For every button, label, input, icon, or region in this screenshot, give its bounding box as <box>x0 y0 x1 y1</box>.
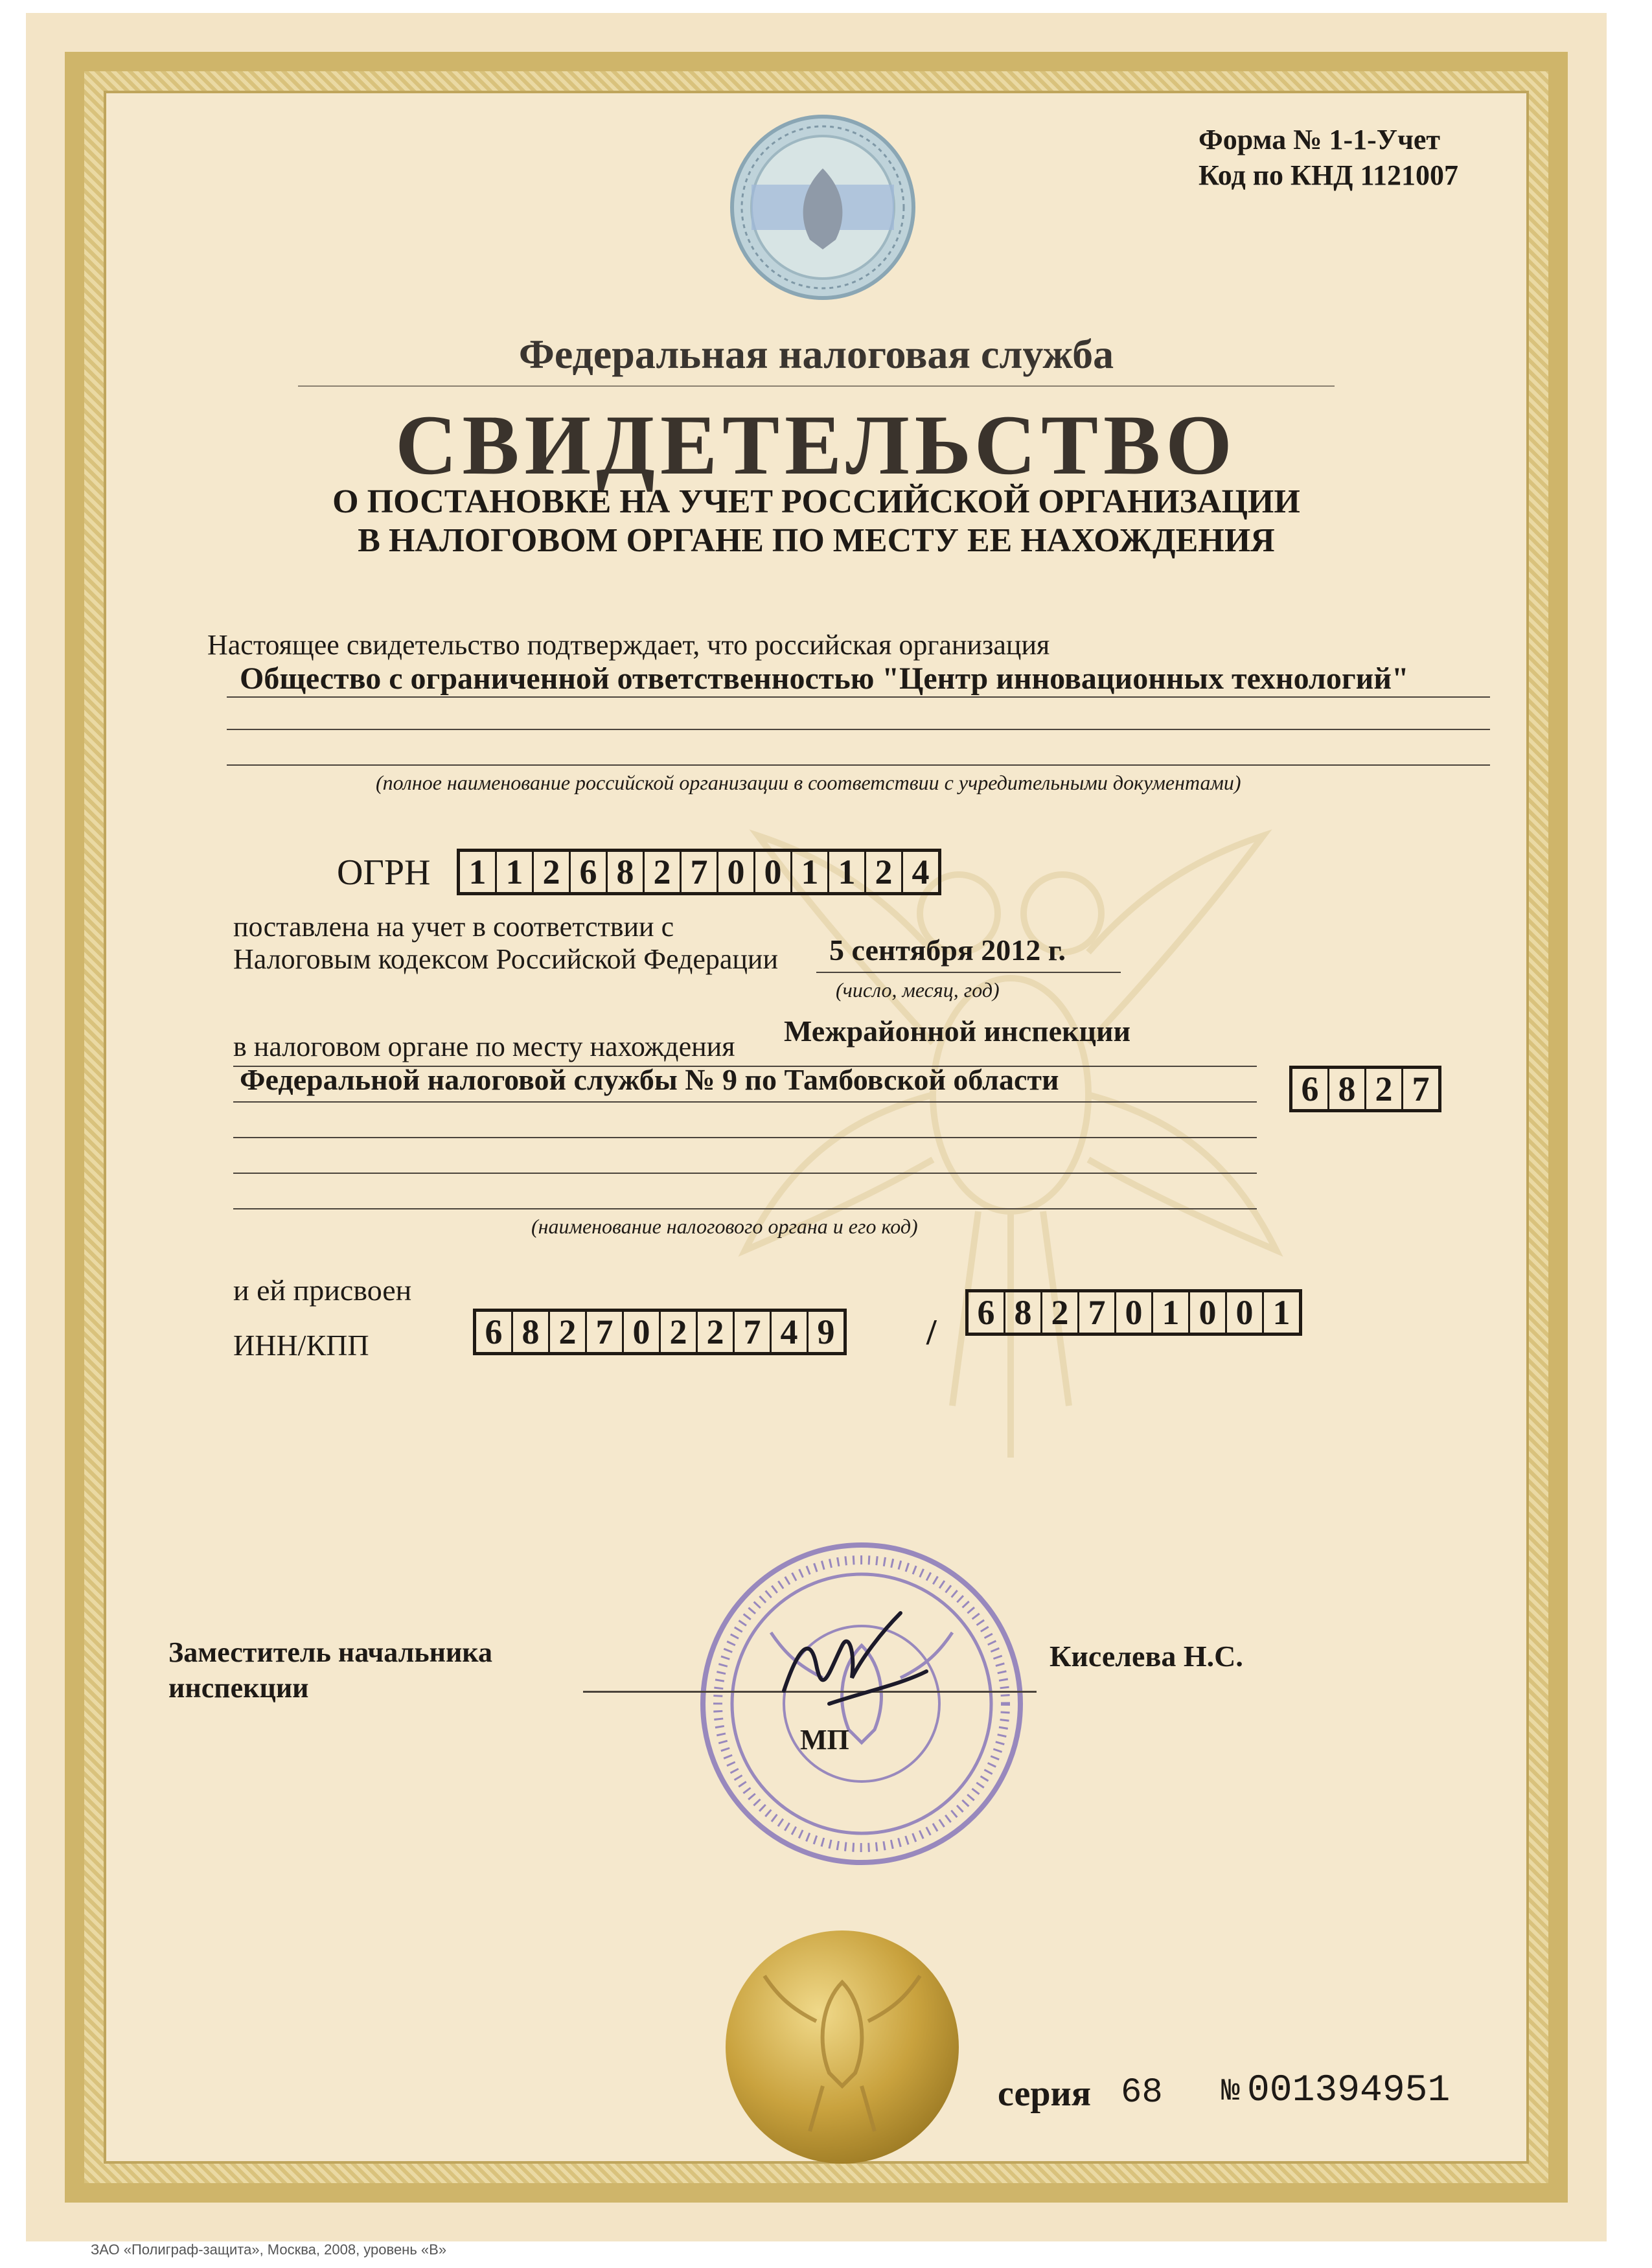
inn-digit: 9 <box>817 1312 835 1351</box>
tax-office-caption: (наименование налогового органа и его код) <box>531 1215 918 1238</box>
date-line <box>816 972 1121 973</box>
registration-date: 5 сентября 2012 г. <box>829 934 1066 967</box>
header-rule <box>298 385 1335 387</box>
ogrn-digit: 2 <box>534 852 571 892</box>
gold-seal-icon <box>719 1924 965 2170</box>
form-number: Форма № 1-1-Учет <box>1199 124 1441 155</box>
kpp-digit: 2 <box>1042 1292 1079 1333</box>
ogrn-digit: 0 <box>755 852 792 892</box>
signer-name: Киселева Н.С. <box>1050 1640 1243 1673</box>
kpp-digit: 1 <box>1153 1292 1190 1333</box>
tax-office-code-digit: 2 <box>1366 1069 1403 1109</box>
kpp-digit: 6 <box>969 1292 1005 1333</box>
intro-text: Настоящее свидетельство подтверждает, что российская организация <box>207 629 1050 661</box>
page-title: СВИДЕТЕЛЬСТВО <box>395 397 1237 492</box>
registered-line-2: Налоговым кодексом Российской Федерации <box>233 943 779 975</box>
date-caption: (число, месяц, год) <box>836 978 1000 1002</box>
series-value: 68 <box>1121 2073 1163 2113</box>
service-name: Федеральная налоговая служба <box>518 331 1114 377</box>
org-caption: (полное наименование российской организации в соответствии с учредительными документами) <box>376 771 1241 794</box>
certificate-sheet <box>26 13 1607 2241</box>
inn-digit: 6 <box>476 1312 513 1352</box>
knd-code: Код по КНД 1121007 <box>1199 159 1459 191</box>
tax-office-code-digit: 6 <box>1292 1069 1329 1109</box>
org-line-2 <box>227 729 1490 730</box>
inn-digit: 2 <box>661 1312 698 1352</box>
tax-office-line-2: Федеральной налоговой службы № 9 по Тамбовской области <box>240 1063 1059 1096</box>
ogrn-digit: 7 <box>682 852 718 892</box>
office-line-2 <box>233 1101 1257 1103</box>
inn-kpp-label: ИНН/КПП <box>233 1329 369 1362</box>
mp-mark: МП <box>800 1724 849 1756</box>
series-label: серия <box>998 2074 1092 2114</box>
inn-digit: 7 <box>587 1312 624 1352</box>
number-sign: № <box>1221 2074 1240 2109</box>
ogrn-digit: 8 <box>608 852 645 892</box>
ogrn-digit: 1 <box>497 852 534 892</box>
hologram-emblem-icon <box>726 110 920 304</box>
tax-office-intro: в налоговом органе по месту нахождения <box>233 1031 735 1062</box>
serial-number: 001394951 <box>1247 2070 1451 2112</box>
subtitle-line-2: В НАЛОГОВОМ ОРГАНЕ ПО МЕСТУ ЕЕ НАХОЖДЕНИЯ <box>358 522 1275 559</box>
inn-kpp-separator: / <box>926 1312 937 1353</box>
ogrn-digit: 2 <box>645 852 682 892</box>
assigned-text: и ей присвоен <box>233 1274 412 1307</box>
kpp-digit: 1 <box>1272 1293 1291 1332</box>
inn-digit: 2 <box>550 1312 587 1352</box>
handwritten-signature-icon <box>771 1594 939 1723</box>
ogrn-digit: 6 <box>571 852 608 892</box>
registered-line-1: поставлена на учет в соответствии с <box>233 911 674 943</box>
kpp-digit: 0 <box>1116 1292 1153 1333</box>
kpp-digit: 7 <box>1079 1292 1116 1333</box>
ogrn-digits <box>457 849 941 895</box>
kpp-digit: 8 <box>1005 1292 1042 1333</box>
inn-digit: 2 <box>698 1312 735 1352</box>
ogrn-digit: 4 <box>912 853 930 891</box>
kpp-digit: 0 <box>1227 1292 1264 1333</box>
organization-name: Общество с ограниченной ответственностью "Центр инновационных технологий" <box>240 661 1409 696</box>
subtitle-line-1: О ПОСТАНОВКЕ НА УЧЕТ РОССИЙСКОЙ ОРГАНИЗАЦИИ <box>332 483 1300 520</box>
ogrn-digit: 1 <box>460 852 497 892</box>
ogrn-digit: 0 <box>718 852 755 892</box>
inn-digit: 0 <box>624 1312 661 1352</box>
signer-position-line-1: Заместитель начальника <box>168 1636 492 1668</box>
ogrn-digit: 1 <box>829 852 866 892</box>
printer-credit: ЗАО «Полиграф-защита», Москва, 2008, уровень «В» <box>91 2241 447 2258</box>
inn-digit: 4 <box>772 1312 809 1352</box>
tax-office-line-1: Межрайонной инспекции <box>784 1014 1131 1048</box>
org-line-3 <box>227 764 1490 766</box>
org-line-1 <box>227 696 1490 698</box>
tax-office-code-digit: 8 <box>1329 1069 1366 1109</box>
inn-digits <box>473 1309 847 1355</box>
kpp-digit: 0 <box>1190 1292 1227 1333</box>
tax-office-code <box>1289 1066 1441 1112</box>
ogrn-label: ОГРН <box>337 853 431 893</box>
office-line-4 <box>233 1173 1257 1174</box>
inn-digit: 7 <box>735 1312 772 1352</box>
ogrn-digit: 2 <box>866 852 903 892</box>
office-line-3 <box>233 1137 1257 1138</box>
kpp-digits <box>965 1289 1302 1336</box>
signer-position-line-2: инспекции <box>168 1672 309 1704</box>
tax-office-code-digit: 7 <box>1412 1070 1430 1108</box>
office-line-5 <box>233 1208 1257 1209</box>
inn-digit: 8 <box>513 1312 550 1352</box>
ogrn-digit: 1 <box>792 852 829 892</box>
